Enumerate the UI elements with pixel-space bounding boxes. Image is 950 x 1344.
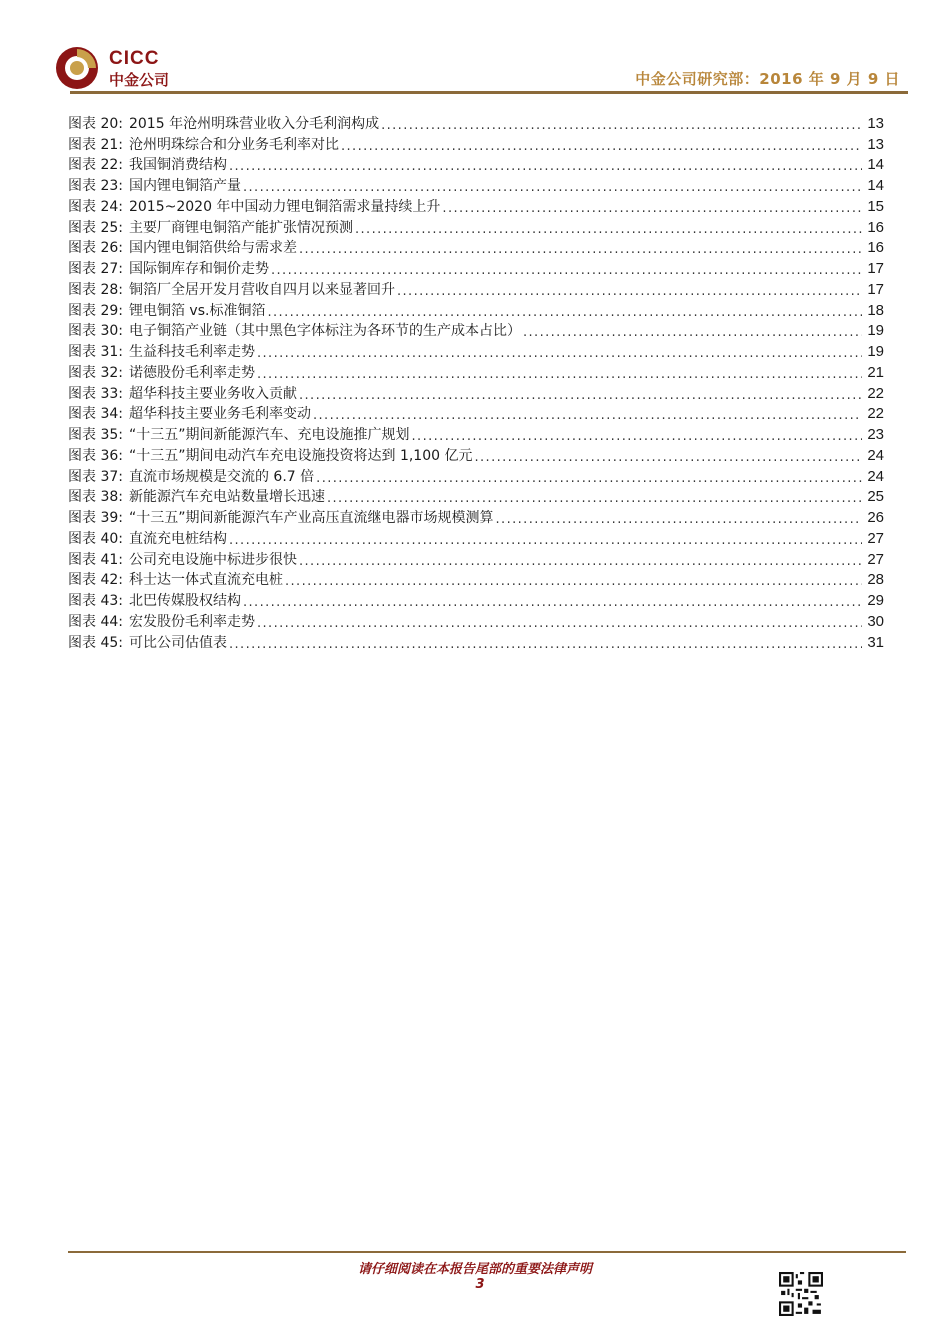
toc-dot-leader <box>325 490 862 507</box>
toc-dot-leader <box>353 221 862 238</box>
toc-entry[interactable] <box>68 632 884 653</box>
toc-entry[interactable] <box>68 590 884 611</box>
header-divider <box>70 91 908 94</box>
toc-entry[interactable] <box>68 466 884 487</box>
toc-entry-title: “十三五”期间新能源汽车、充电设施推广规划 <box>128 427 410 443</box>
toc-entry[interactable] <box>68 196 884 217</box>
toc-entry-page: 15 <box>867 197 884 215</box>
toc-entry-page: 13 <box>867 135 884 153</box>
toc-dot-leader <box>472 449 862 466</box>
toc-entry-title: 直流充电桩结构 <box>128 530 227 547</box>
cicc-logo-mark-icon <box>55 46 99 90</box>
toc-entry-label: 图表 33: <box>68 385 123 402</box>
toc-entry[interactable] <box>68 217 884 238</box>
toc-dot-leader <box>311 407 862 424</box>
toc-entry-title: 铜箔厂全居开发月营收自四月以来显著回升 <box>128 281 395 298</box>
toc-entry[interactable] <box>68 175 884 196</box>
toc-entry[interactable] <box>68 341 884 362</box>
toc-entry-page: 21 <box>867 363 884 381</box>
toc-entry-page: 17 <box>867 260 884 277</box>
toc-entry-label: 图表 36: <box>68 447 123 464</box>
footer-divider <box>68 1251 906 1253</box>
toc-entry[interactable] <box>68 549 884 570</box>
toc-entry-title: “十三五”期间电动汽车充电设施投资将达到 1,100 亿元 <box>128 447 473 464</box>
toc-entry-label: 图表 29: <box>68 302 123 319</box>
toc-entry-title: 2015 年沧州明珠营业收入分毛利润构成 <box>128 115 380 132</box>
toc-entry-page: 25 <box>867 488 884 506</box>
toc-entry-label: 图表 20: <box>68 115 123 132</box>
toc-entry[interactable] <box>68 404 884 425</box>
toc-entry-title: 主要厂商锂电铜箔产能扩张情况预测 <box>128 219 353 236</box>
toc-entry-title: 北巴传媒股权结构 <box>128 593 241 609</box>
toc-entry-label: 图表 31: <box>68 344 123 360</box>
toc-entry-page: 19 <box>867 343 884 360</box>
toc-dot-leader <box>339 138 862 155</box>
toc-entry[interactable] <box>68 424 884 445</box>
toc-entry-label: 图表 30: <box>68 323 123 340</box>
toc-entry-label: 图表 45: <box>68 634 123 651</box>
toc-entry[interactable] <box>68 238 884 259</box>
legal-notice: 请仔细阅读在本报告尾部的重要法律声明 <box>357 1262 592 1277</box>
toc-entry-title: 锂电铜箔 vs.标准铜箔 <box>128 302 266 319</box>
toc-entry-label: 图表 25: <box>68 219 123 236</box>
toc-entry[interactable] <box>68 113 884 134</box>
toc-entry-page: 28 <box>867 571 884 589</box>
toc-entry-title: 国内锂电铜箔产量 <box>128 178 241 194</box>
toc-dot-leader <box>395 283 862 300</box>
toc-entry-page: 14 <box>867 177 884 194</box>
toc-entry-label: 图表 38: <box>68 489 123 506</box>
toc-entry-label: 图表 23: <box>68 178 123 194</box>
toc-entry-label: 图表 32: <box>68 364 123 381</box>
toc-entry-page: 16 <box>867 218 884 236</box>
toc-dot-leader <box>265 304 862 321</box>
toc-entry-label: 图表 40: <box>68 530 123 547</box>
toc-entry[interactable] <box>68 528 884 549</box>
toc-entry-title: 诺德股份毛利率走势 <box>128 364 255 381</box>
toc-entry[interactable] <box>68 487 884 508</box>
toc-entry-page: 30 <box>867 612 884 630</box>
toc-entry-label: 图表 37: <box>68 468 123 485</box>
logo-text-en: CICC <box>109 48 160 69</box>
toc-entry-title: “十三五”期间新能源汽车产业高压直流继电器市场规模测算 <box>128 510 494 526</box>
toc-entry[interactable] <box>68 279 884 300</box>
page-number: 3 <box>475 1277 485 1292</box>
toc-entry-title: 沧州明珠综合和分业务毛利率对比 <box>128 136 339 153</box>
cicc-logo <box>55 46 180 90</box>
toc-entry-label: 图表 39: <box>68 510 123 526</box>
toc-entry-page: 22 <box>867 405 884 423</box>
toc-dot-leader <box>410 428 863 445</box>
toc-entry-title: 2015~2020 年中国动力锂电铜箔需求量持续上升 <box>128 198 441 215</box>
toc-dot-leader <box>283 573 862 590</box>
toc-dot-leader <box>227 636 862 653</box>
toc-dot-leader <box>314 470 862 487</box>
toc-entry-label: 图表 27: <box>68 261 123 277</box>
toc-entry-title: 我国铜消费结构 <box>128 157 227 174</box>
toc-entry-label: 图表 35: <box>68 427 123 443</box>
toc-entry-label: 图表 42: <box>68 572 123 589</box>
toc-entry-label: 图表 21: <box>68 136 123 153</box>
toc-entry-page: 13 <box>867 114 884 132</box>
toc-dot-leader <box>297 387 862 404</box>
toc-dot-leader <box>255 366 862 383</box>
toc-entry-label: 图表 43: <box>68 593 123 609</box>
toc-dot-leader <box>255 615 862 632</box>
toc-dot-leader <box>255 345 862 362</box>
logo-text-cn: 中金公司 <box>109 71 170 89</box>
toc-entry[interactable] <box>68 321 884 342</box>
figure-index-list <box>68 113 884 653</box>
toc-entry[interactable] <box>68 445 884 466</box>
toc-entry-page: 24 <box>867 467 884 485</box>
toc-entry-title: 公司充电设施中标进步很快 <box>128 551 297 568</box>
toc-entry-title: 国内锂电铜箔供给与需求差 <box>128 240 297 257</box>
toc-entry-page: 24 <box>867 446 884 464</box>
toc-dot-leader <box>227 532 862 549</box>
toc-dot-leader <box>494 511 863 528</box>
toc-dot-leader <box>241 594 862 611</box>
toc-entry[interactable] <box>68 570 884 591</box>
toc-entry[interactable] <box>68 258 884 279</box>
toc-entry-page: 23 <box>867 426 884 443</box>
toc-entry[interactable] <box>68 134 884 155</box>
toc-entry-label: 图表 22: <box>68 157 123 174</box>
toc-entry-page: 17 <box>867 280 884 298</box>
qr-code-icon <box>779 1272 823 1316</box>
toc-entry-page: 29 <box>867 592 884 609</box>
toc-dot-leader <box>227 158 862 175</box>
toc-entry-title: 科士达一体式直流充电桩 <box>128 572 283 589</box>
toc-entry[interactable] <box>68 300 884 321</box>
toc-entry-title: 国际铜库存和铜价走势 <box>128 261 269 277</box>
toc-dot-leader <box>379 117 862 134</box>
toc-entry-label: 图表 24: <box>68 198 123 215</box>
toc-entry-page: 19 <box>867 322 884 340</box>
toc-entry-page: 16 <box>867 239 884 257</box>
toc-entry[interactable] <box>68 611 884 632</box>
toc-dot-leader <box>521 324 862 341</box>
toc-entry[interactable] <box>68 362 884 383</box>
toc-entry-title: 新能源汽车充电站数量增长迅速 <box>128 489 325 506</box>
toc-entry-title: 可比公司估值表 <box>128 634 227 651</box>
toc-entry-title: 直流市场规模是交流的 6.7 倍 <box>128 468 315 485</box>
toc-entry-page: 27 <box>867 529 884 547</box>
toc-dot-leader <box>440 200 862 217</box>
toc-entry-page: 14 <box>867 156 884 174</box>
toc-entry-title: 生益科技毛利率走势 <box>128 344 255 360</box>
toc-dot-leader <box>241 179 862 196</box>
toc-entry-page: 31 <box>867 633 884 651</box>
toc-dot-leader <box>269 262 862 279</box>
toc-entry-title: 超华科技主要业务毛利率变动 <box>128 406 311 423</box>
toc-entry-page: 27 <box>867 550 884 568</box>
toc-entry[interactable] <box>68 383 884 404</box>
header-dept-date: 中金公司研究部：2016 年 9 月 9 日 <box>635 70 900 88</box>
toc-entry-label: 图表 41: <box>68 551 123 568</box>
toc-entry-page: 22 <box>867 384 884 402</box>
toc-entry-title: 宏发股份毛利率走势 <box>128 613 255 630</box>
toc-entry-label: 图表 44: <box>68 613 123 630</box>
toc-dot-leader <box>297 241 862 258</box>
toc-entry-label: 图表 28: <box>68 281 123 298</box>
toc-dot-leader <box>297 553 862 570</box>
toc-entry-title: 超华科技主要业务收入贡献 <box>128 385 297 402</box>
toc-entry[interactable] <box>68 155 884 176</box>
toc-entry-page: 18 <box>867 301 884 319</box>
toc-entry-title: 电子铜箔产业链（其中黑色字体标注为各环节的生产成本占比） <box>128 323 521 340</box>
toc-entry-label: 图表 26: <box>68 240 123 257</box>
toc-entry-label: 图表 34: <box>68 406 123 423</box>
toc-entry-page: 26 <box>867 509 884 526</box>
toc-entry[interactable] <box>68 507 884 528</box>
